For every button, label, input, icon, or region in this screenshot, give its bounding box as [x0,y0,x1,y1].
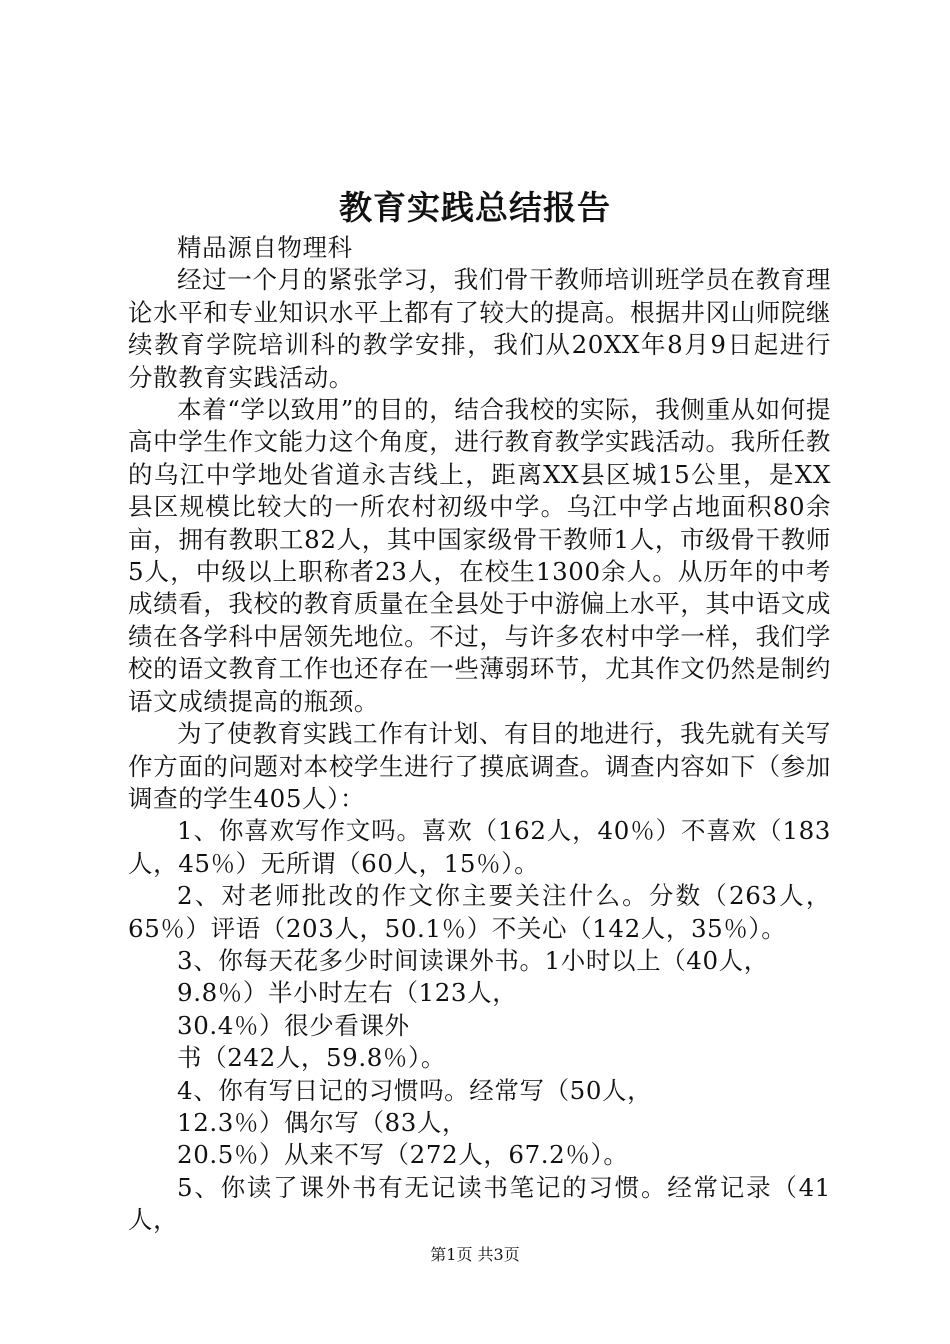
survey-question-1: 1、你喜欢写作文吗。喜欢（162人，40％）不喜欢（183人，45％）无所谓（60人，15％）。 [128,816,831,878]
paragraph-survey: 为了使教育实践工作有计划、有目的地进行，我先就有关写作方面的问题对本校学生进行了摸底调查。调查内容如下（参加调查的学生405人）： [128,719,831,813]
paragraph-school: 本着“学以致用”的目的，结合我校的实际，我侧重从如何提高中学生作文能力这个角度，进行教育教学实践活动。我所任教的乌江中学地处省道永吉线上，距离XX县区城15公里，是XX县区规模比较大的一所农村初级中学。乌江中学占地面积80余亩，拥有教职工82人，其中国家级骨干教师1人，市级骨干教师5人，中级以上职称者23人，在校生1300余人。从历年的中考成绩看，我校的教育质量在全县处于中游偏上水平，其中语文成绩在各学科中居领先地位。不过，与许多农村中学一样，我们学校的语文教育工作也还存在一些薄弱环节，尤其作文仍然是制约语文成绩提高的瓶颈。 [128,395,831,716]
survey-question-3-line: 3、你每天花多少时间读课外书。1小时以上（40人， [177,945,769,975]
page-footer: 第1页 共3页 [430,1245,520,1264]
paragraph-intro: 经过一个月的紧张学习，我们骨干教师培训班学员在教育理论水平和专业知识水平上都有了较大的提高。根据井冈山师院继续教育学院培训科的教学安排，我们从20XX年8月9日起进行分散教育实践活动。 [128,265,831,392]
survey-question-3-line: 30.4％）很少看课外 [177,1010,410,1040]
document-body [128,232,831,1237]
survey-question-4-line: 12.3％）偶尔写（83人， [177,1107,468,1137]
survey-question-5: 5、你读了课外书有无记读书笔记的习惯。经常记录（41人， [128,1172,831,1235]
survey-question-2: 2、对老师批改的作文你主要关注什么。分数（263人，65％）评语（203人，50.1％）不关心（142人，35％）。 [128,881,831,943]
source-note: 精品源自物理科 [177,233,353,262]
survey-question-3-line: 9.8％）半小时左右（123人， [177,978,518,1008]
survey-question-4-line: 20.5％）从来不写（272人，67.2％）。 [177,1140,629,1170]
document-title: 教育实践总结报告 [339,188,611,227]
survey-question-4-line: 4、你有写日记的习惯吗。经常写（50人， [177,1075,653,1105]
survey-question-3-line: 书（242人，59.8％）。 [177,1043,446,1073]
